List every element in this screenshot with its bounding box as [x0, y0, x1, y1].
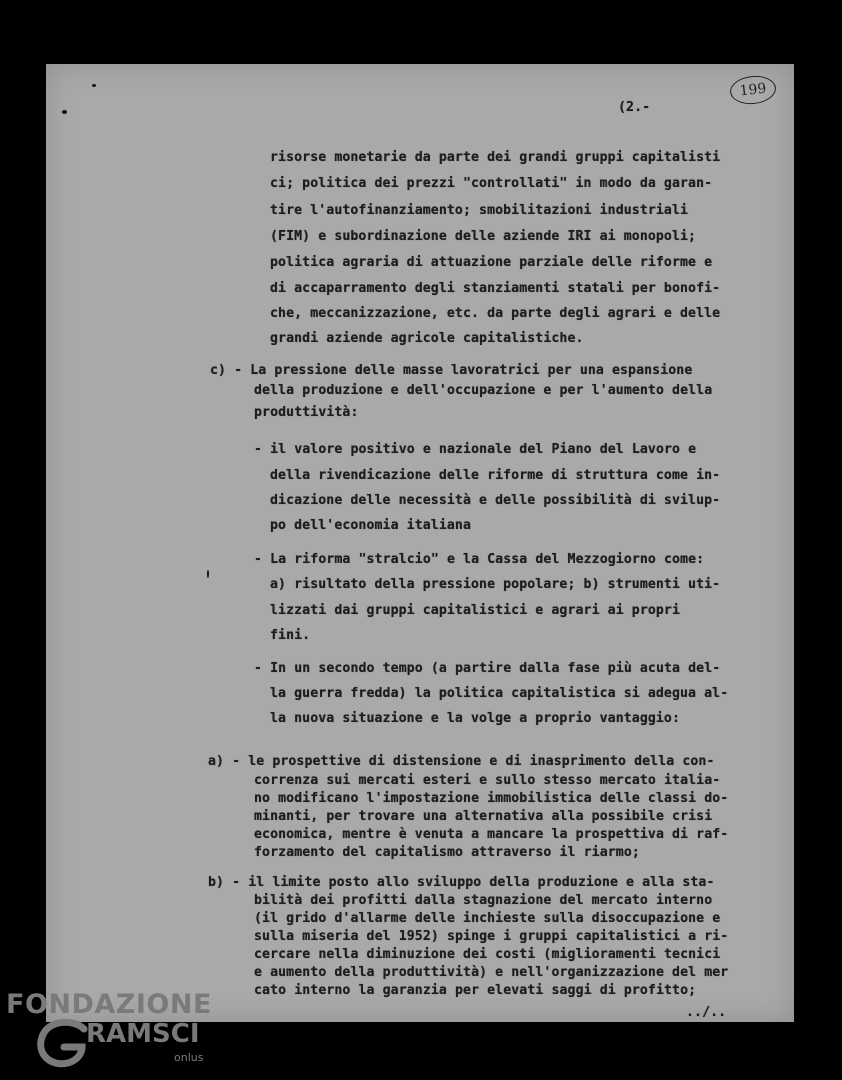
text-line: - In un secondo tempo (a partire dalla fase più acuta del- [254, 661, 721, 676]
logo-line-1: FONDAZIONE [6, 989, 212, 1020]
text-line: - La riforma "stralcio" e la Cassa del Mezzogiorno come: [254, 552, 705, 567]
text-line: grandi aziende agricole capitalistiche. [270, 331, 584, 346]
logo-line-2: RAMSCI [86, 1019, 200, 1049]
g-swoosh-icon [34, 1017, 92, 1069]
text-line: (il grido d'allarme delle inchieste sulla disoccupazione e [254, 911, 721, 926]
text-line: politica agraria di attuazione parziale delle riforme e [270, 255, 713, 270]
text-line: della rivendicazione delle riforme di struttura come in- [270, 468, 721, 483]
text-line: c) - La pressione delle masse lavoratrici per una espansione [210, 363, 693, 378]
text-line: a) - le prospettive di distensione e di inasprimento della con- [208, 754, 715, 769]
document-page [46, 64, 794, 1022]
text-line: b) - il limite posto allo sviluppo della produzione e alla sta- [208, 875, 715, 890]
text-line: a) risultato della pressione popolare; b) strumenti uti- [270, 577, 721, 592]
page-number: (2.- [618, 100, 651, 115]
archive-stamp-number: 199 [738, 80, 768, 100]
text-line: minanti, per trovare una alternativa alla possibile crisi [254, 809, 713, 824]
text-line: lizzati dai gruppi capitalistici e agrari ai propri [270, 603, 681, 618]
text-line: cato interno la garanzia per elevati saggi di profitto; [254, 983, 697, 998]
text-line: bilità dei profitti dalla stagnazione del mercato interno [254, 893, 713, 908]
archive-stamp [729, 74, 778, 107]
text-line: correnza sui mercati esteri e sullo stesso mercato italia- [254, 773, 721, 788]
ink-speck [62, 110, 67, 114]
ink-speck [207, 570, 209, 578]
text-line: dicazione delle necessità e delle possibilità di svilup- [270, 493, 721, 508]
text-line: fini. [270, 628, 311, 643]
text-line: no modificano l'impostazione immobilistica delle classi do- [254, 791, 729, 806]
text-line: economica, mentre è venuta a mancare la prospettiva di raf- [254, 827, 729, 842]
fondazione-gramsci-logo [0, 985, 230, 1080]
logo-line-3: onlus [174, 1051, 204, 1064]
text-line: produttività: [254, 405, 359, 420]
text-line: sulla miseria del 1952) spinge i gruppi capitalistici a ri- [254, 929, 729, 944]
text-line: cercare nella diminuzione dei costi (miglioramenti tecnici [254, 947, 721, 962]
text-line: forzamento del capitalismo attraverso il riarmo; [254, 845, 640, 860]
text-line: - il valore positivo e nazionale del Piano del Lavoro e [254, 442, 697, 457]
text-line: (FIM) e subordinazione delle aziende IRI ai monopoli; [270, 229, 697, 244]
text-line: e aumento della produttività) e nell'organizzazione del mer [254, 965, 729, 980]
text-line: risorse monetarie da parte dei grandi gruppi capitalisti [270, 150, 721, 165]
text-line: po dell'economia italiana [270, 518, 471, 533]
continuation-mark: ../.. [686, 1005, 727, 1020]
text-line: la guerra fredda) la politica capitalistica si adegua al- [270, 686, 729, 701]
text-line: che, meccanizzazione, etc. da parte degli agrari e delle [270, 306, 721, 321]
text-line: della produzione e dell'occupazione e per l'aumento della [254, 383, 713, 398]
text-line: la nuova situazione e la volge a proprio vantaggio: [270, 711, 681, 726]
ink-speck [92, 84, 96, 87]
text-line: tire l'autofinanziamento; smobilitazioni industriali [270, 203, 689, 218]
text-line: ci; politica dei prezzi "controllati" in modo da garan- [270, 176, 713, 191]
text-line: di accaparramento degli stanziamenti statali per bonofi- [270, 281, 721, 296]
